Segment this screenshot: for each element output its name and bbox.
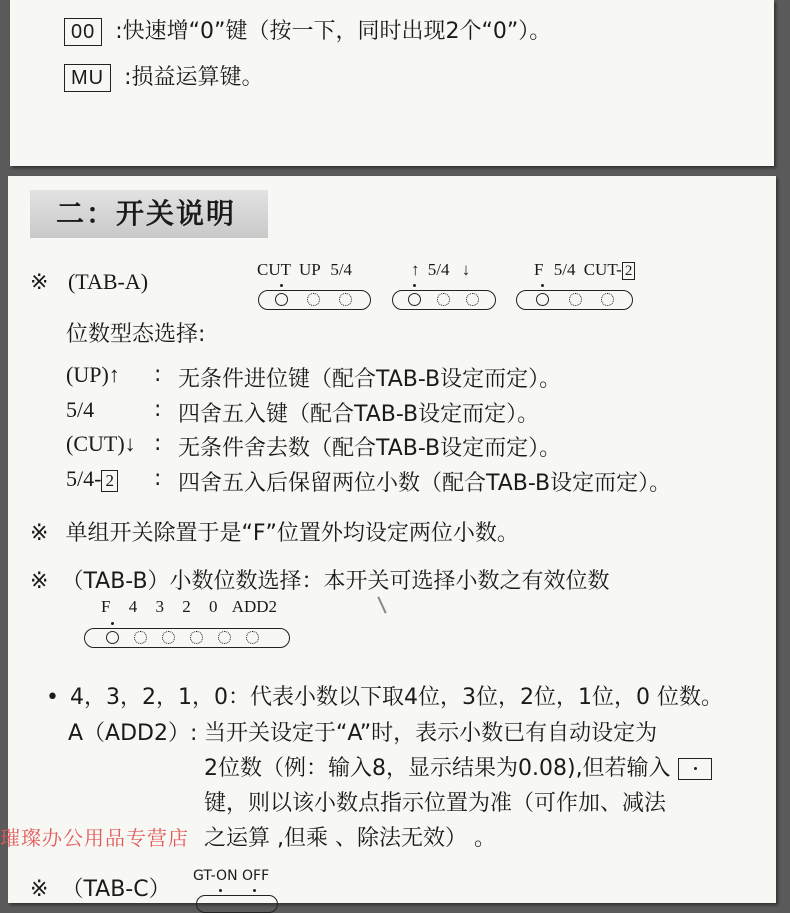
tab-a-row-sep: : xyxy=(154,397,162,422)
switch-hole xyxy=(307,293,320,306)
tab-c-switch-labels xyxy=(193,868,269,884)
note-mark: ※ xyxy=(30,877,49,902)
tab-c-label-off: OFF xyxy=(242,868,270,884)
key-mu-row xyxy=(64,60,264,92)
bullet-mark: • xyxy=(46,685,59,710)
tab-a-row-desc: 四舍五入键（配合TAB-B设定而定）。 xyxy=(178,402,540,427)
switch-hole xyxy=(339,293,352,306)
tab-a-switch-3[interactable] xyxy=(516,290,633,310)
switch-hole xyxy=(275,293,288,306)
switch-hole xyxy=(134,631,147,644)
switch-pin xyxy=(111,622,114,625)
switch3-labels xyxy=(534,260,635,280)
tab-a-row-desc: 无条件舍去数（配合TAB-B设定而定）。 xyxy=(178,436,562,461)
tab-b-label-2: 2 xyxy=(182,597,191,616)
tab-a-row-key: (UP)↑ xyxy=(66,362,120,387)
tab-a-row-key-wrap xyxy=(66,466,118,492)
switch1-labels xyxy=(257,260,352,280)
key-00-row xyxy=(64,14,551,46)
tab-c-row xyxy=(30,872,171,903)
switch2-labels xyxy=(411,260,470,280)
main-panel xyxy=(0,176,776,903)
switch-pin xyxy=(413,284,416,287)
bullet-row xyxy=(46,680,723,711)
bullet-line-1: 4，3，2，1，0：代表小数以下取4位，3位，2位，1位，0 位数。 xyxy=(69,685,723,710)
switch3-label-cut: CUT- xyxy=(583,260,622,279)
switch2-label-54: 5/4 xyxy=(427,260,450,279)
note-mark: ※ xyxy=(30,269,49,294)
note-mark: ※ xyxy=(30,569,49,594)
switch3-label-f: F xyxy=(534,260,544,279)
tab-b-label-f: F xyxy=(101,597,111,616)
tab-c-label-gt-on: GT-ON xyxy=(193,868,238,884)
switch2-label-down-arrow: ↓ xyxy=(461,260,471,279)
tab-a-row-sep: : xyxy=(154,431,162,456)
tab-b-switch-labels xyxy=(101,597,277,617)
switch-hole xyxy=(536,293,549,306)
tab-a-row-key: 5/4- xyxy=(66,466,102,491)
switch1-label-cut: CUT xyxy=(257,260,291,279)
tab-a-switch-1[interactable] xyxy=(258,290,371,310)
note-single-row xyxy=(30,516,519,547)
watermark: 璀璨办公用品专营店 xyxy=(0,826,189,850)
tab-a-row-key: (CUT)↓ xyxy=(66,431,136,456)
note-single: 单组开关除置于是“F”位置外均设定两位小数。 xyxy=(65,521,519,546)
switch1-label-up: UP xyxy=(298,260,321,279)
tab-b-label-0: 0 xyxy=(208,597,218,616)
switch-hole xyxy=(106,631,119,644)
key-00-box: 00 xyxy=(64,18,102,46)
key-mu-desc: :损益运算键。 xyxy=(124,65,264,90)
tab-b-row xyxy=(30,564,610,595)
switch-hole xyxy=(601,293,614,306)
note-mark: ※ xyxy=(30,521,49,546)
tab-b-label-3: 3 xyxy=(155,597,164,616)
switch-hole xyxy=(162,631,175,644)
add2-line-3: 键，则以该小数点指示位置为准（可作加、减法 xyxy=(204,791,667,816)
tab-b-label-add2: ADD2 xyxy=(231,597,278,616)
switch-hole xyxy=(246,631,259,644)
switch-pin xyxy=(253,889,256,892)
tab-a-row-sep: : xyxy=(154,362,162,387)
tab-a-row-desc: 四舍五入后保留两位小数（配合TAB-B设定而定）。 xyxy=(178,471,672,496)
tab-a-row-key: 5/4 xyxy=(66,397,95,422)
switch-hole xyxy=(218,631,231,644)
tab-a-row-sep: : xyxy=(154,466,162,491)
tab-a-label-row xyxy=(30,269,148,295)
add2-line-1: 当开关设定于“A”时，表示小数已有自动设定为 xyxy=(204,721,658,746)
switch-hole xyxy=(466,293,479,306)
tab-b-label-4: 4 xyxy=(128,597,138,616)
decimal-point-key-icon xyxy=(678,758,712,780)
switch1-label-54: 5/4 xyxy=(330,260,353,279)
section-title: 二：开关说明 xyxy=(30,190,268,238)
top-panel xyxy=(10,0,774,166)
key-mu-box: MU xyxy=(64,64,111,92)
tab-a-row-key-box: 2 xyxy=(101,470,118,492)
switch3-label-box: 2 xyxy=(622,262,636,280)
switch-hole xyxy=(569,293,582,306)
switch3-label-54: 5/4 xyxy=(553,260,576,279)
tab-c-label: （TAB-C） xyxy=(61,877,171,902)
tab-b-label: （TAB-B）小数位数选择：本开关可选择小数之有效位数 xyxy=(61,569,610,594)
switch-pin xyxy=(280,284,283,287)
switch-hole xyxy=(437,293,450,306)
switch-hole xyxy=(190,631,203,644)
key-00-desc: :快速增“0”键（按一下，同时出现2个“0”）。 xyxy=(115,19,552,44)
tab-a-row-desc: 无条件进位键（配合TAB-B设定而定）。 xyxy=(178,367,562,392)
tab-a-heading: 位数型态选择: xyxy=(66,322,206,347)
tab-a-switch-2[interactable] xyxy=(392,290,496,310)
add2-line-4: 之运算 ,但乘 、除法无效） 。 xyxy=(204,826,496,851)
switch-pin xyxy=(541,284,544,287)
add2-line-2: 2位数（例：输入8，显示结果为0.08),但若输入 xyxy=(204,756,671,781)
switch2-label-up-arrow: ↑ xyxy=(411,260,420,279)
switch-hole xyxy=(408,293,421,306)
tab-a-label: (TAB-A) xyxy=(67,269,149,294)
tab-c-switch[interactable] xyxy=(196,895,278,913)
switch-pin xyxy=(219,889,222,892)
scan-mark xyxy=(377,596,386,613)
tab-b-switch[interactable] xyxy=(84,628,290,648)
add2-label: A（ADD2）: xyxy=(68,721,198,746)
add2-line-2-row xyxy=(204,751,712,782)
